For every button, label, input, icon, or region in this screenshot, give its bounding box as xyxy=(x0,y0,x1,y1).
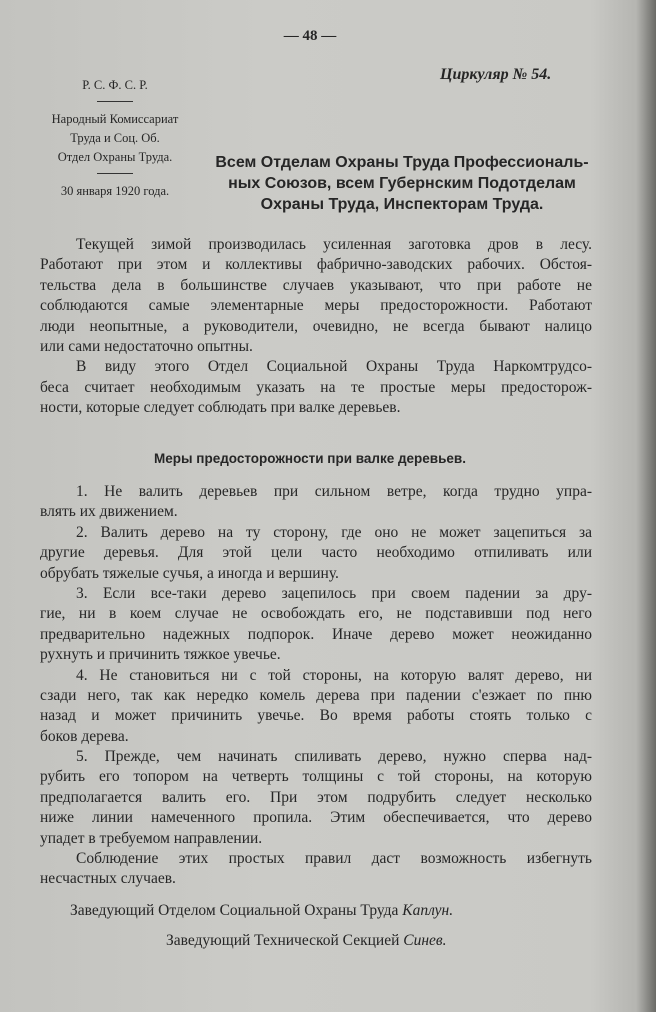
signature-title: Заведующий Отделом Социальной Охраны Труда xyxy=(70,902,399,919)
circular-number: Циркуляр № 54. xyxy=(440,66,552,83)
title-line: ных Союзов, всем Губернским Подотделам xyxy=(228,175,576,192)
signature-name: Каплун. xyxy=(402,902,454,919)
signature-technical-section xyxy=(166,932,447,950)
header-left xyxy=(30,76,200,201)
signature-head-of-department xyxy=(70,902,453,920)
text-line: обрубать тяжелые сучья, а иногда и вершину. xyxy=(40,564,339,582)
text-line: боков дерева. xyxy=(40,727,129,745)
text-line: Текущей зимой производилась усиленная заготовка дров в лесу. xyxy=(76,236,592,253)
section-heading: Меры предосторожности при валке деревьев. xyxy=(154,451,466,466)
intro-text xyxy=(40,235,592,419)
text-line: 2. Валить дерево на ту сторону, где оно не может зацепиться за xyxy=(76,523,592,541)
title-line: Охраны Труда, Инспекторам Труда. xyxy=(260,196,544,213)
text-line: 4. Не становиться ни с той стороны, на которую валят дерево, ни xyxy=(76,666,592,684)
text-line: рухнуть и причинить тяжкое увечье. xyxy=(40,646,281,664)
text-line: ности, которые следует соблюдать при валке деревьев. xyxy=(40,399,401,417)
document-title xyxy=(204,152,600,215)
rules-text xyxy=(40,482,592,890)
text-line: тельства дела в большинстве случаев указывают, что при работе не xyxy=(40,276,592,294)
text-line: влять их движением. xyxy=(40,503,178,521)
country: Р. С. Ф. С. Р. xyxy=(82,78,148,92)
text-line: сзади него, так как нередко комель дерева при падении с'езжает по пню xyxy=(40,686,592,704)
text-line: рубить его топором на четверть толщины с той стороны, на которую xyxy=(40,768,592,786)
text-line: беса считает необходимым указать на те простые меры предосторож- xyxy=(40,378,592,396)
date: 30 января 1920 года. xyxy=(60,184,170,198)
org-line: Отдел Охраны Труда. xyxy=(57,150,173,164)
text-line: предполагается валить его. При этом подрубить следует несколько xyxy=(40,788,592,806)
text-line: несчастных случаев. xyxy=(40,870,176,888)
text-line: люди неопытные, а руководители, очевидно, не всегда бывают налицо xyxy=(40,317,592,335)
text-line: В виду этого Отдел Социальной Охраны Труда Наркомтрудсо- xyxy=(76,358,592,376)
text-line: упадет в требуемом направлении. xyxy=(40,829,263,847)
text-line: Соблюдение этих простых правил даст возможность избегнуть xyxy=(76,850,592,868)
page-number: — 48 — xyxy=(283,28,337,44)
divider xyxy=(97,173,133,174)
divider xyxy=(97,101,133,102)
org-line: Народный Комиссариат xyxy=(51,112,179,126)
signature-title: Заведующий Технической Секцией xyxy=(166,932,400,949)
text-line: или сами недостаточно опытны. xyxy=(40,337,253,355)
title-line: Всем Отделам Охраны Труда Профессиональ- xyxy=(215,154,589,171)
text-line: Работают при этом и коллективы фабрично-заводских рабочих. Обстоя- xyxy=(40,256,592,274)
text-line: 3. Если все-таки дерево зацепилось при своем падении за дру- xyxy=(76,584,592,602)
org-line: Труда и Соц. Об. xyxy=(70,131,160,145)
text-line: гие, ни в коем случае не освобождать его, не подставивши под него xyxy=(40,605,592,623)
text-line: 5. Прежде, чем начинать спиливать дерево, нужно сперва над- xyxy=(76,748,592,766)
text-line: ниже линии намеченного пропила. Этим обеспечивается, что дерево xyxy=(40,809,592,827)
text-line: предварительно надежных подпорок. Иначе дерево может неожиданно xyxy=(40,625,592,643)
text-line: другие деревья. Для этой цели часто необходимо отпиливать или xyxy=(40,544,592,562)
text-line: назад и может причинить увечье. Во время работы стоять только с xyxy=(40,707,592,725)
text-line: соблюдаются самые элементарные меры предосторожности. Работают xyxy=(40,297,592,315)
signature-name: Синев. xyxy=(403,932,447,949)
text-line: 1. Не валить деревьев при сильном ветре, когда трудно упра- xyxy=(76,483,592,500)
